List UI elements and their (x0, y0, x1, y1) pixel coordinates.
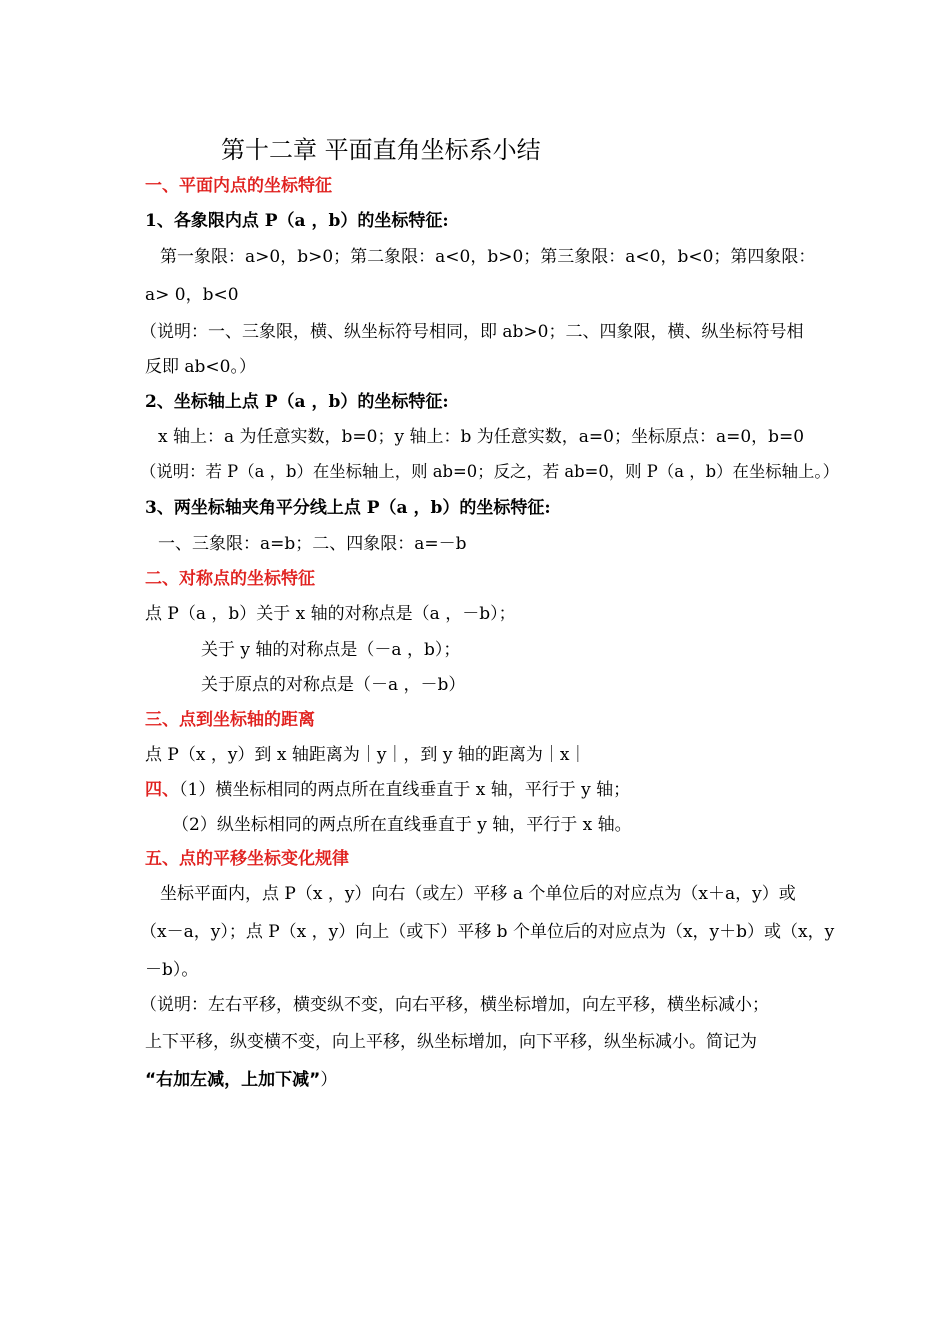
section-5-heading: 五、点的平移坐标变化规律 (145, 849, 349, 869)
section-5-mnemonic: “右加左减，上加下减” (145, 1070, 321, 1090)
section-1-item-3-title: 3、两坐标轴夹角平分线上点 P（a ，b）的坐标特征: (145, 498, 551, 518)
section-5-note-2: 上下平移，纵变横不变，向上平移，纵坐标增加，向下平移，纵坐标减小。简记为 (145, 1032, 757, 1052)
section-1-heading: 一、平面内点的坐标特征 (145, 176, 332, 196)
section-5-note-end: ） (320, 1070, 338, 1090)
section-1-item-1-title: 1、各象限内点 P（a ，b）的坐标特征: (145, 211, 449, 231)
section-4-label: 四、 (145, 780, 179, 800)
section-5-line-1: 坐标平面内，点 P（x ，y）向右（或左）平移 a 个单位后的对应点为（x＋a，y）或 (160, 884, 796, 904)
section-1-item-2-note: （说明：若 P（a ，b）在坐标轴上，则 ab=0；反之，若 ab=0，则 P（a ，b）在坐标轴上。） (140, 462, 839, 481)
section-2-line-1: 点 P（a ，b）关于 x 轴的对称点是（a ，－b）； (145, 604, 516, 624)
section-2-heading: 二、对称点的坐标特征 (145, 569, 315, 589)
section-3-heading: 三、点到坐标轴的距离 (145, 710, 315, 730)
page-title: 第十二章 平面直角坐标系小结 (221, 136, 541, 164)
section-1-item-1-text-cont: a> 0，b<0 (145, 285, 239, 305)
section-1-item-1-note: （说明：一、三象限，横、纵坐标符号相同，即 ab>0；二、四象限，横、纵坐标符号相 (140, 322, 804, 342)
section-1-item-3-text: 一、三象限：a=b；二、四象限：a=－b (158, 534, 467, 554)
section-4-line-1 (145, 778, 630, 802)
section-4-text-1: （1）横坐标相同的两点所在直线垂直于 x 轴，平行于 y 轴； (179, 780, 631, 800)
section-2-line-3: 关于原点的对称点是（－a ，－b） (201, 675, 466, 695)
section-3-line-1: 点 P（x ，y）到 x 轴距离为｜y｜，到 y 轴的距离为｜x｜ (145, 745, 587, 765)
section-5-line-3: －b）。 (145, 960, 199, 980)
section-1-item-2-title: 2、坐标轴上点 P（a ，b）的坐标特征: (145, 392, 449, 412)
section-5-note-3 (145, 1068, 337, 1092)
section-1-item-2-text: x 轴上：a 为任意实数，b=0；y 轴上：b 为任意实数，a=0；坐标原点：a=0，b=0 (158, 427, 805, 447)
section-2-line-2: 关于 y 轴的对称点是（－a ，b）； (201, 640, 461, 660)
section-1-item-1-text: 第一象限：a>0，b>0；第二象限：a<0，b>0；第三象限：a<0，b<0；第四象限： (160, 247, 816, 267)
section-5-note-1: （说明：左右平移，横变纵不变，向右平移，横坐标增加，向左平移，横坐标减小； (140, 995, 769, 1015)
section-5-line-2: （x－a，y）；点 P（x ，y）向上（或下）平移 b 个单位后的对应点为（x，y＋b）或（x，y (140, 922, 835, 942)
section-4-line-2: （2）纵坐标相同的两点所在直线垂直于 y 轴，平行于 x 轴。 (172, 815, 632, 835)
section-1-item-1-note-cont: 反即 ab<0。） (145, 357, 256, 377)
